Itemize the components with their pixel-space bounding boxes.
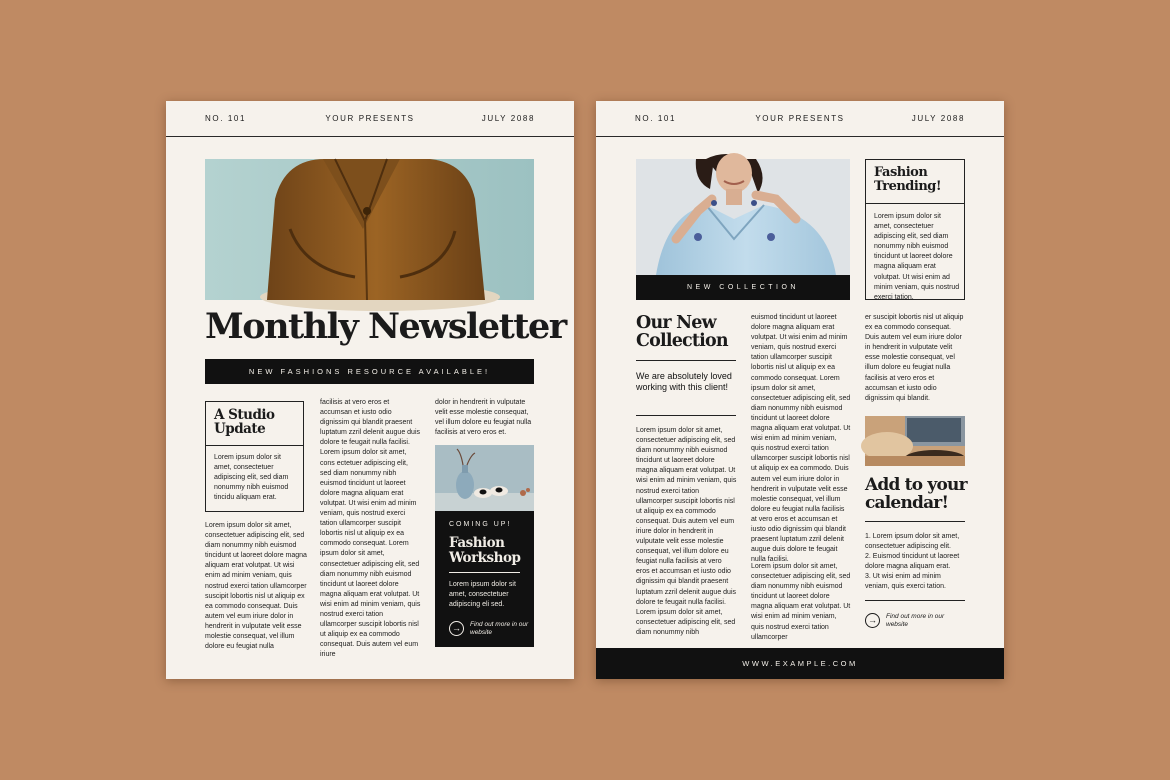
workshop-kicker: COMING UP! (449, 521, 512, 528)
fashion-trending-box (865, 159, 965, 300)
studio-update-box (205, 401, 304, 512)
trending-title: Fashion Trending! (874, 165, 942, 194)
studio-update-title: A Studio Update (214, 407, 275, 437)
header-title: YOUR PRESENTS (325, 114, 415, 123)
page-header (166, 101, 574, 137)
collection-text-middle-2: Lorem ipsum dolor sit amet, consectetuer adipiscing elit, sed diam nonummy nibh euismod tincidunt ut laoreet dolore magna aliquam erat volutpat. Ut wisi enim ad minim veniam, quis nostrud exerci tation ullamcorper (751, 563, 851, 641)
workspace-photo (865, 416, 965, 466)
header-title: YOUR PRESENTS (755, 114, 845, 123)
issue-date: JULY 2088 (481, 114, 535, 123)
trending-text: Lorem ipsum dolor sit amet, consectetuer adipiscing elit, sed diam nonummy nibh euismod tincidunt ut laoreet dolore magna aliquam erat volutpat. Ut wisi enim ad minim veniam, quis nostrud exerci tation. (874, 213, 960, 301)
workshop-photo (435, 445, 534, 511)
newsletter-page-1 (166, 101, 574, 679)
collection-title: Our New Collection (636, 313, 728, 351)
issue-number: NO. 101 (205, 114, 246, 123)
arrow-right-icon: → (865, 613, 880, 628)
calendar-link-text: Find out more in our website (886, 613, 945, 628)
arrow-right-icon: → (449, 621, 464, 636)
calendar-title: Add to your calendar! (865, 475, 967, 513)
workshop-link-text: Find out more in our website (470, 621, 529, 636)
workshop-link[interactable] (449, 621, 529, 636)
workshop-text: Lorem ipsum dolor sit amet, consectetuer adipiscing eli sed. (449, 581, 516, 609)
collection-text-middle: euismod tincidunt ut laoreet dolore magna aliquam erat volutpat. Ut wisi enim ad minim veniam, quis nostrud exerci tation ullamcorper suscipit lobortis nisl ut aliquip ex ea commodo consequat. Lorem ipsum dolor sit amet, consectetuer adipiscing elit, sed diam nonummy nibh euismod tincidunt ut laoreet dolore magna aliquam erat volutpat. Ut wisi enim ad minim veniam, quis nostrud exerci tation ullamcorper suscipit lobortis nisl ut aliquip ex ea commodo. Duis autem vel eum iriure dolor in hendrerit in vulputate velit esse molestie consequat, vel illum dolore eu feugiat nulla facilisis at vero eros et accumsan et iusto odio dignissim qui blandit praesent luptatum zzril delenit augue duis dolore te feugait nulla facilisi. (751, 314, 851, 564)
calendar-item: 1. Lorem ipsum dolor sit amet, consectetuer adipiscing elit. (865, 533, 960, 551)
issue-number: NO. 101 (635, 114, 676, 123)
calendar-item: 2. Euismod tincidunt ut laoreet dolore magna aliquam erat. (865, 553, 960, 571)
collection-text-left: Lorem ipsum dolor sit amet, consectetuer adipiscing elit, sed diam nonummy nibh euismod tincidunt ut laoreet dolore magna aliquam erat volutpat. Ut wisi enim ad minim veniam, quis nostrud exerci tation ullamcorper suscipit lobortis nisl ut aliquip ex ea commodo consequat. Duis autem vel eum iriure dolor in hendrerit in vulputate velit esse molestie consequat, vel illum dolore eu feugiat nulla facilisis at vero eros et accumsan et iusto odio dignissim qui blandit praesent luptatum zzril delenit augue duis dolore te feugait nulla facilisi. Lorem ipsum dolor sit amet, consectetuer adipiscing elit, sed diam nonummy nibh (636, 427, 737, 636)
model-photo (636, 159, 850, 275)
newsletter-page-2 (596, 101, 1004, 679)
new-collection-caption: NEW COLLECTION (636, 275, 850, 300)
page-header (596, 101, 1004, 137)
right-column-text: er suscipit lobortis nisl ut aliquip ex ea commodo consequat. Duis autem vel eum iriure dolor in hendrerit in vulputate velit esse molestie consequat, vel illum dolore eu feugiat nulla facilisis at vero eros et accumsan et iusto odio dignissim qui blandit. (865, 314, 964, 402)
issue-date: JULY 2088 (911, 114, 965, 123)
newsletter-title: Monthly Newsletter (205, 306, 566, 347)
pull-quote: We are absolutely loved working with this client! (636, 371, 732, 392)
article-column-2: facilisis at vero eros et accumsan et iusto odio dignissim qui blandit praesent luptatum zzril delenit augue duis dolore te feugait nulla facilisi. Lorem ipsum dolor sit amet, cons ectetuer adipiscing elit, sed diam nonummy nibh euismod tincidunt ut laoreet dolore magna aliquam erat volutpat. Ut wisi enim ad minim veniam, quis nostrud exerci tation ullamcorper suscipit lobortis nisl ut aliquip ex ea commodo consequat. Lorem ipsum dolor sit amet, consectetuer adipiscing elit, sed diam nonummy nibh euismod tincidunt ut laoreet dolore magna aliquam erat volutpat. Ut wisi enim ad minim veniam, quis nostrud exerci tation ullamcorper suscipit lobortis nisl ut aliquip ex ea commodo consequat. Duis autem vel eum iriure (320, 399, 421, 659)
hero-photo-jacket (205, 159, 534, 300)
calendar-list (865, 532, 967, 593)
article-column-1: Lorem ipsum dolor sit amet, consectetuer adipiscing elit, sed diam nonummy nibh euismod tincidunt ut laoreet dolore magna aliquam erat volutpat. Ut wisi enim ad minim veniam, quis nostrud exerci tation ullamcorper suscipit lobortis nisl ut aliquip ex ea commodo consequat. Duis autem vel eum iriure dolor in hendrerit in vulputate velit esse molestie consequat, vel illum dolore eu feugiat nulla (205, 522, 307, 651)
calendar-link[interactable] (865, 613, 965, 628)
website-footer[interactable]: WWW.EXAMPLE.COM (596, 648, 1004, 679)
studio-update-text: Lorem ipsum dolor sit amet, consectetuer adipiscing elit, sed diam nonummy nibh euismod tincidu aliquam erat. (214, 454, 289, 502)
workshop-title: Fashion Workshop (449, 535, 521, 566)
article-column-3: dolor in hendrerit in vulputate velit esse molestie consequat, vel illum dolore eu feugiat nulla facilisis at vero eros et. (435, 399, 532, 437)
announcement-banner: NEW FASHIONS RESOURCE AVAILABLE! (205, 359, 534, 384)
calendar-item: 3. Ut wisi enim ad minim veniam, quis exerci tation. (865, 573, 946, 591)
workshop-card (435, 445, 534, 647)
